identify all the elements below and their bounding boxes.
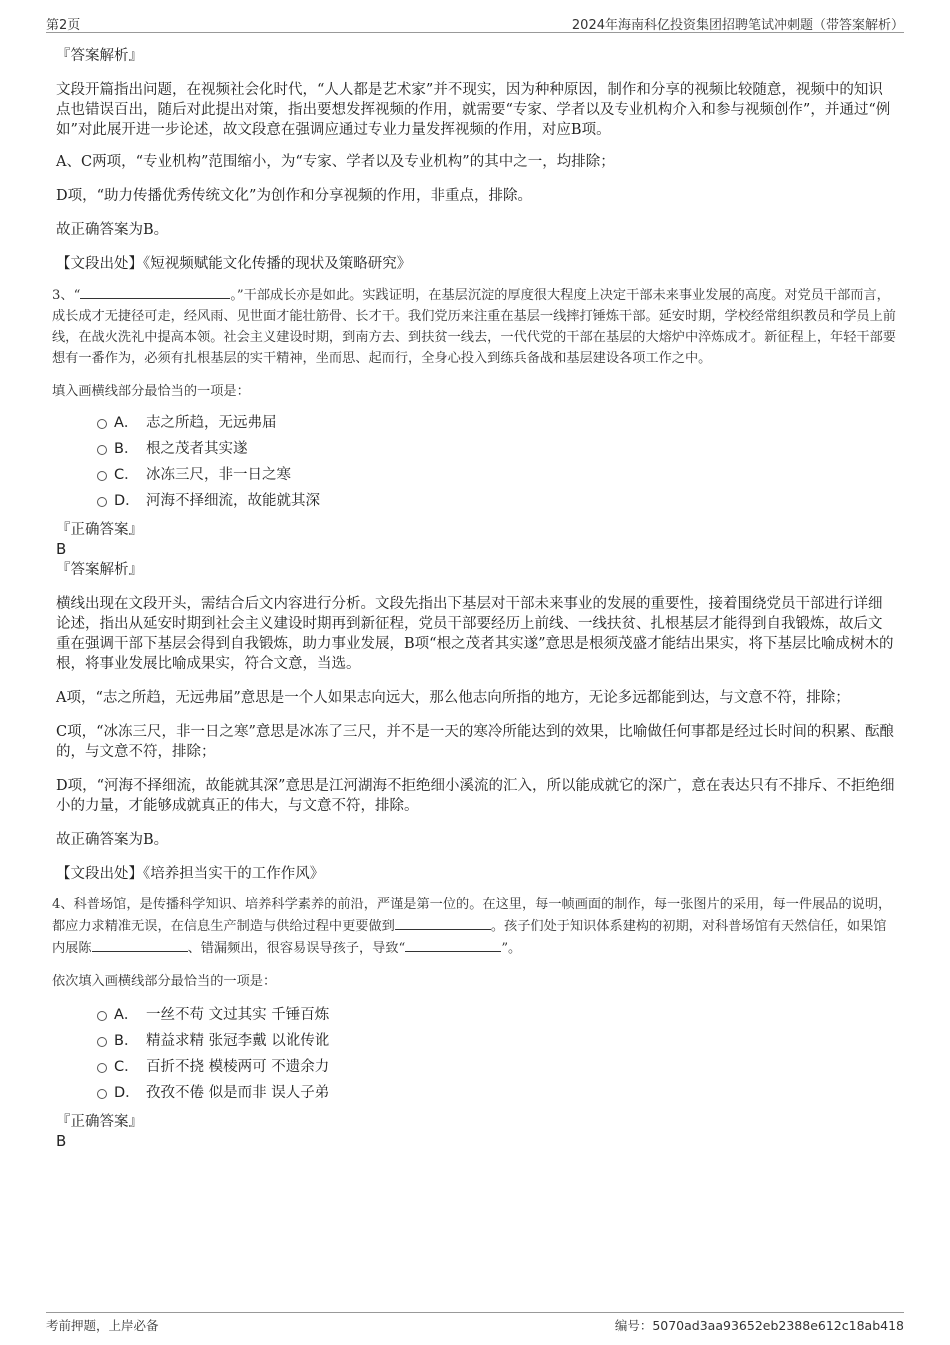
q3-stem-rest: 。”干部成长亦是如此。实践证明，在基层沉淀的厚度很大程度上决定干部未来事业发展的高度。对党员干部而言，成长成才无捷径可走，经风雨、见世面才能壮筋骨、长才干。我们党历来注重在基层一线摔打锤炼干部。延安时期，学校经常组织教员和学员上前线，在战火洗礼中提高本领。社会主义建设时期，到南方去、到扶贫一线去，一代代党的干部在基层的大熔炉中淬炼成才。新征程上，年轻干部要想有一番作为，必须有扎根基层的实干精神，坐而思、起而行，全身心投入到练兵备战和基层建设各项工作之中。 — [52, 288, 896, 366]
q3-correct-label: 『正确答案』 — [56, 522, 143, 538]
q3-prompt: 填入画横线部分最恰当的一项是： — [52, 384, 250, 399]
document-code: 编号：5070ad3aa93652eb2388e612c18ab418 — [614, 1318, 904, 1333]
q2-analysis-label: 『答案解析』 — [56, 48, 143, 64]
radio-icon[interactable] — [97, 1011, 107, 1021]
q4-option-c[interactable]: C． 百折不挠 模棱两可 不遗余力 — [96, 1054, 896, 1080]
q4-option-a[interactable]: A． 一丝不苟 文过其实 千锤百炼 — [96, 1002, 896, 1028]
q3-analysis-a: A项，“志之所趋，无远弗届”意思是一个人如果志向远大，那么他志向所指的地方，无论多远都能到达，与文意不符，排除； — [56, 690, 850, 706]
radio-icon[interactable] — [97, 497, 107, 507]
radio-icon[interactable] — [97, 1037, 107, 1047]
q3-option-a[interactable]: A． 志之所趋，无远弗届 — [96, 410, 896, 436]
q4-blank-1 — [395, 915, 491, 930]
q3-option-b[interactable]: B． 根之茂者其实遂 — [96, 436, 896, 462]
radio-icon[interactable] — [97, 1089, 107, 1099]
q3-analysis-text: 横线出现在文段开头，需结合后文内容进行分析。文段先指出下基层对干部未来事业的发展的重要性，接着围绕党员干部进行详细论述，指出从延安时期到社会主义建设时期再到新征程，党员干部要经历上前线、一线扶贫、扎根基层才能得到自我锻炼，故后文重在强调干部下基层会得到自我锻炼，助力事业发展，B项“根之茂者其实遂”意思是根须茂盛才能结出果实，将下基层比喻成树木的根，将事业发展比喻成果实，符合文意，当选。 — [56, 596, 894, 672]
q4-blank-3 — [405, 937, 501, 952]
radio-icon[interactable] — [97, 471, 107, 481]
q4-stem: 4、科普场馆，是传播科学知识、培养科学素养的前沿，严谨是第一位的。在这里，每一帧画面的制作，每一张图片的采用，每一件展品的说明，都应力求精准无误，在信息生产制造与供给过程中更要做到 。孩子们处于知识体系建构的初期，对科普场馆有天然信任，如果馆内展陈 、错漏频出，很容易误导孩子，导致“ ”。 — [52, 897, 892, 956]
q3-options — [96, 410, 896, 514]
page-header — [46, 12, 904, 33]
q2-source: 【文段出处】《短视频赋能文化传播的现状及策略研究》 — [56, 256, 412, 272]
q3-analysis-c: C项，“冰冻三尺，非一日之寒”意思是冰冻了三尺，并不是一天的寒冷所能达到的效果，比喻做任何事都是经过长时间的积累、酝酿的，与文意不符，排除； — [56, 724, 894, 760]
q3-blank — [80, 284, 230, 299]
q4-prompt: 依次填入画横线部分最恰当的一项是： — [52, 974, 277, 989]
q4-option-b[interactable]: B． 精益求精 张冠李戴 以讹传讹 — [96, 1028, 896, 1054]
q3-conclusion: 故正确答案为B。 — [56, 832, 169, 848]
page-footer — [46, 1312, 904, 1335]
q2-analysis-d: D项，“助力传播优秀传统文化”为创作和分享视频的作用，非重点，排除。 — [56, 188, 532, 204]
q3-stem-start: 3、“ — [52, 288, 81, 303]
q2-conclusion: 故正确答案为B。 — [56, 222, 169, 238]
radio-icon[interactable] — [97, 419, 107, 429]
q3-option-d[interactable]: D． 河海不择细流，故能就其深 — [96, 488, 896, 514]
q4-blank-2 — [92, 937, 188, 952]
q2-analysis-text: 文段开篇指出问题，在视频社会化时代，“人人都是艺术家”并不现实，因为种种原因，制作和分享的视频比较随意，视频中的知识点也错误百出，随后对此提出对策，指出要想发挥视频的作用，就需要“专家、学者以及专业机构介入和参与视频创作”，并通过“例如”对此展开进一步论述，故文段意在强调应通过专业力量发挥视频的作用，对应B项。 — [56, 82, 891, 138]
footer-slogan: 考前押题，上岸必备 — [46, 1318, 159, 1333]
page-number: 第2页 — [46, 18, 81, 33]
q4-option-d[interactable]: D． 孜孜不倦 似是而非 误人子弟 — [96, 1080, 896, 1106]
q4-correct-label: 『正确答案』 — [56, 1114, 143, 1130]
q3-stem — [52, 284, 896, 369]
document-title: 2024年海南科亿投资集团招聘笔试冲刺题（带答案解析） — [571, 18, 904, 33]
q3-source: 【文段出处】《培养担当实干的工作作风》 — [56, 866, 325, 882]
q3-analysis-label: 『答案解析』 — [56, 562, 143, 578]
page-content — [52, 46, 896, 1150]
q3-analysis-d: D项，“河海不择细流，故能就其深”意思是江河湖海不拒绝细小溪流的汇入，所以能成就它的深广，意在表达只有不排斥、不拒绝细小的力量，才能够成就真正的伟大，与文意不符，排除。 — [56, 778, 895, 814]
q3-correct-answer: B — [56, 540, 67, 558]
radio-icon[interactable] — [97, 1063, 107, 1073]
q2-analysis-ac: A、C两项，“专业机构”范围缩小，为“专家、学者以及专业机构”的其中之一，均排除； — [56, 154, 615, 170]
q4-options — [96, 1002, 896, 1106]
radio-icon[interactable] — [97, 445, 107, 455]
q4-correct-answer: B — [56, 1132, 67, 1150]
q3-option-c[interactable]: C． 冰冻三尺，非一日之寒 — [96, 462, 896, 488]
